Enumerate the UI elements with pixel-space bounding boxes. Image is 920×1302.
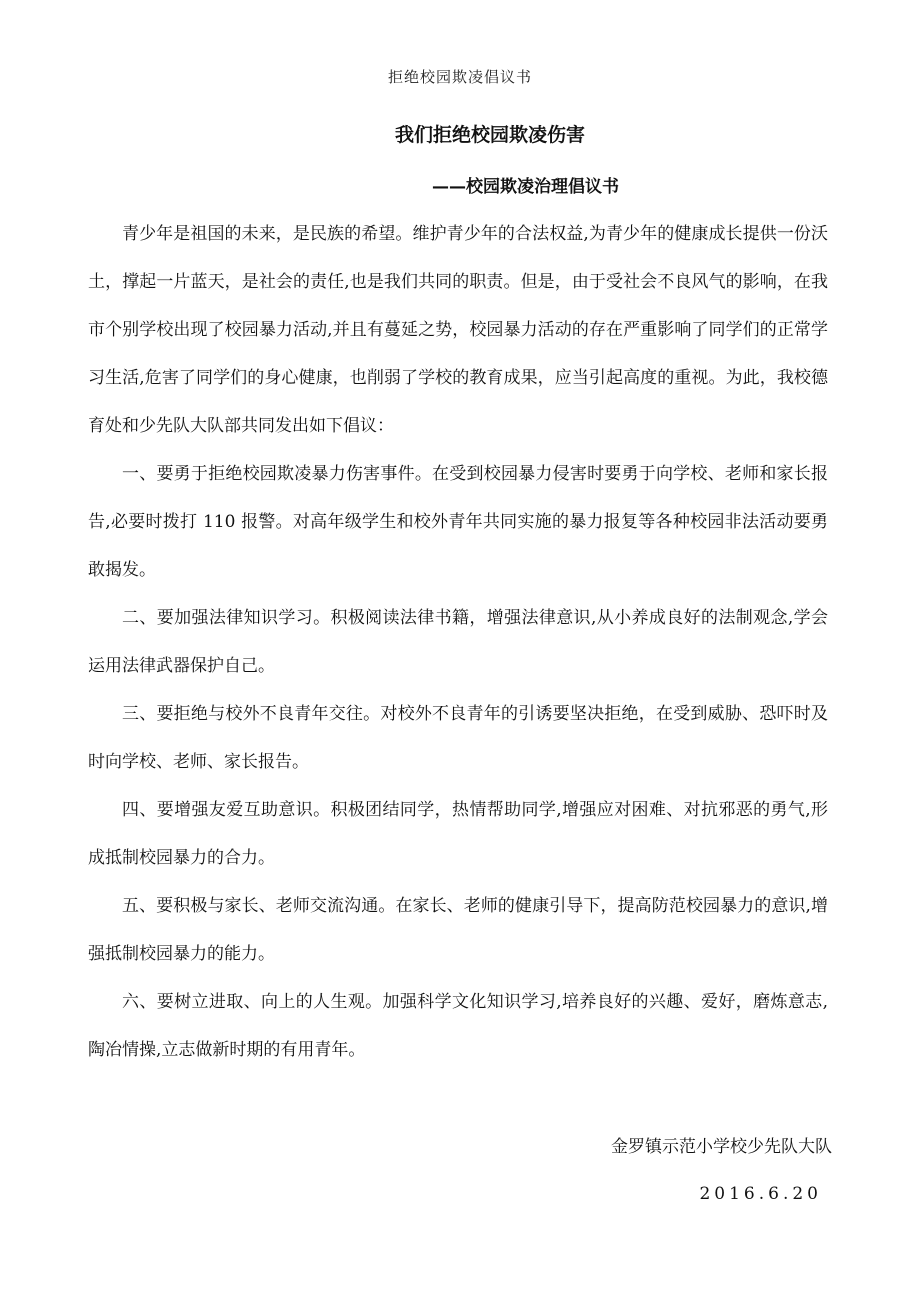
document-header: 拒绝校园欺凌倡议书 <box>387 68 532 86</box>
signature: 金罗镇示范小学校少先队大队 <box>611 1137 832 1157</box>
document-subtitle: ——校园欺凌治理倡议书 <box>432 177 619 197</box>
paragraph-item-2: 二、要加强法律知识学习。积极阅读法律书籍，增强法律意识,从小养成良好的法制观念,学会运用法律武器保护自己。 <box>88 608 828 676</box>
paragraph-item-5: 五、要积极与家长、老师交流沟通。在家长、老师的健康引导下，提高防范校园暴力的意识,增强抵制校园暴力的能力。 <box>88 896 828 964</box>
paragraph-item-1: 一、要勇于拒绝校园欺凌暴力伤害事件。在受到校园暴力侵害时要勇于向学校、老师和家长报告,必要时拨打 110 报警。对高年级学生和校外青年共同实施的暴力报复等各种校园非法活动要勇敢揭发。 <box>88 464 828 580</box>
paragraph-item-4: 四、要增强友爱互助意识。积极团结同学，热情帮助同学,增强应对困难、对抗邪恶的勇气,形成抵制校园暴力的合力。 <box>88 800 828 868</box>
document-body <box>88 210 828 1074</box>
paragraph-item-6: 六、要树立进取、向上的人生观。加强科学文化知识学习,培养良好的兴趣、爱好，磨炼意志,陶冶情操,立志做新时期的有用青年。 <box>88 992 828 1060</box>
date: 2016.6.20 <box>699 1184 822 1204</box>
document-title: 我们拒绝校园欺凌伤害 <box>394 124 585 146</box>
paragraph-intro: 青少年是祖国的未来，是民族的希望。维护青少年的合法权益,为青少年的健康成长提供一份沃土，撑起一片蓝天，是社会的责任,也是我们共同的职责。但是，由于受社会不良风气的影响，在我市个别学校出现了校园暴力活动,并且有蔓延之势，校园暴力活动的存在严重影响了同学们的正常学习生活,危害了同学们的身心健康，也削弱了学校的教育成果，应当引起高度的重视。为此，我校德育处和少先队大队部共同发出如下倡议： <box>88 224 828 436</box>
paragraph-item-3: 三、要拒绝与校外不良青年交往。对校外不良青年的引诱要坚决拒绝，在受到威胁、恐吓时及时向学校、老师、家长报告。 <box>88 704 828 772</box>
